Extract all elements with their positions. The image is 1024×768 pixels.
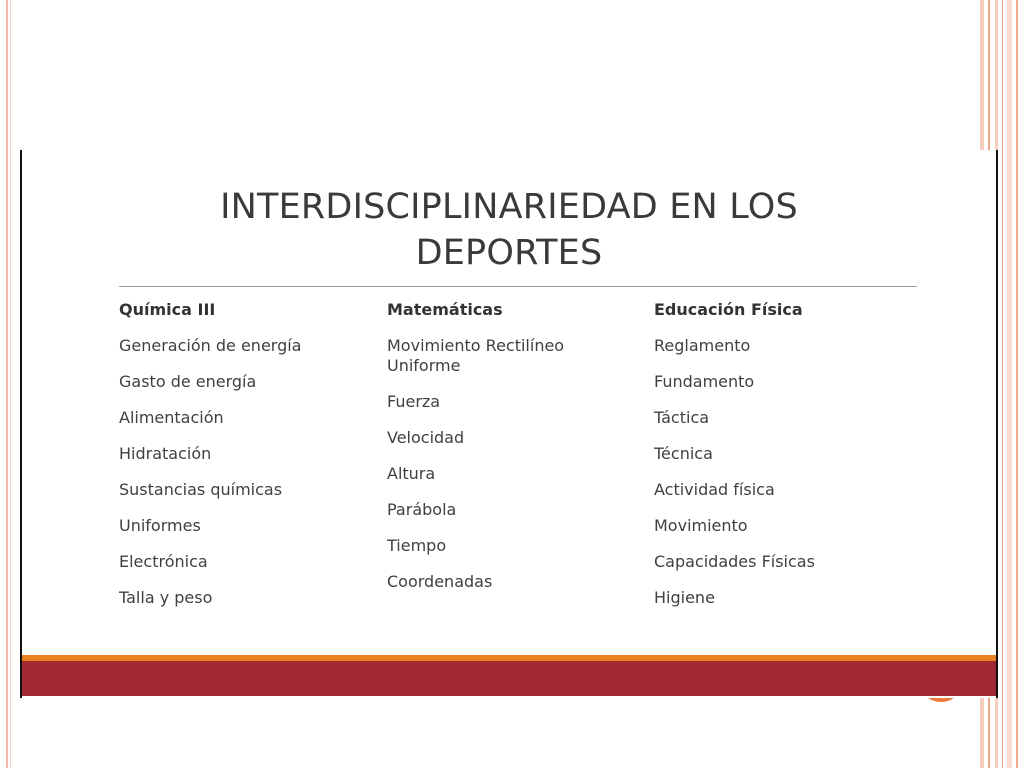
list-item: Talla y peso — [119, 588, 213, 607]
list-item: Tiempo — [387, 536, 447, 555]
right-decorative-line — [1002, 0, 1003, 768]
column-educacion-fisica — [654, 300, 909, 624]
left-decorative-line-thin — [10, 0, 11, 768]
list-item: Capacidades Físicas — [654, 552, 815, 571]
column-header: Matemáticas — [387, 300, 503, 319]
list-item: Actividad física — [654, 480, 775, 499]
list-item: Táctica — [654, 408, 710, 427]
list-item: Generación de energía — [119, 336, 302, 355]
list-item: Movimiento — [654, 516, 748, 535]
list-item: Alimentación — [119, 408, 224, 427]
title-divider — [119, 286, 917, 287]
list-item: Hidratación — [119, 444, 212, 463]
slide-title-line-2: DEPORTES — [415, 233, 603, 273]
left-decorative-line — [6, 0, 8, 768]
slide-title — [22, 184, 996, 276]
list-item: Gasto de energía — [119, 372, 257, 391]
list-item: Higiene — [654, 588, 715, 607]
list-item: Movimiento Rectilíneo Uniforme — [387, 336, 565, 375]
list-item: Coordenadas — [387, 572, 493, 591]
column-quimica — [119, 300, 374, 624]
list-item: Fuerza — [387, 392, 441, 411]
right-decorative-line — [1007, 0, 1012, 768]
column-matematicas — [387, 300, 642, 608]
list-item: Altura — [387, 464, 436, 483]
list-item: Sustancias químicas — [119, 480, 283, 499]
column-header: Química III — [119, 300, 216, 319]
footer-red-band — [22, 661, 996, 696]
list-item: Fundamento — [654, 372, 755, 391]
slide-title-line-1: INTERDISCIPLINARIEDAD EN LOS — [220, 187, 798, 227]
column-header: Educación Física — [654, 300, 803, 319]
right-decorative-line — [1016, 0, 1018, 768]
list-item: Parábola — [387, 500, 457, 519]
list-item: Velocidad — [387, 428, 465, 447]
list-item: Técnica — [654, 444, 713, 463]
list-item: Reglamento — [654, 336, 751, 355]
slide-image — [20, 150, 998, 698]
list-item: Uniformes — [119, 516, 201, 535]
list-item: Electrónica — [119, 552, 208, 571]
